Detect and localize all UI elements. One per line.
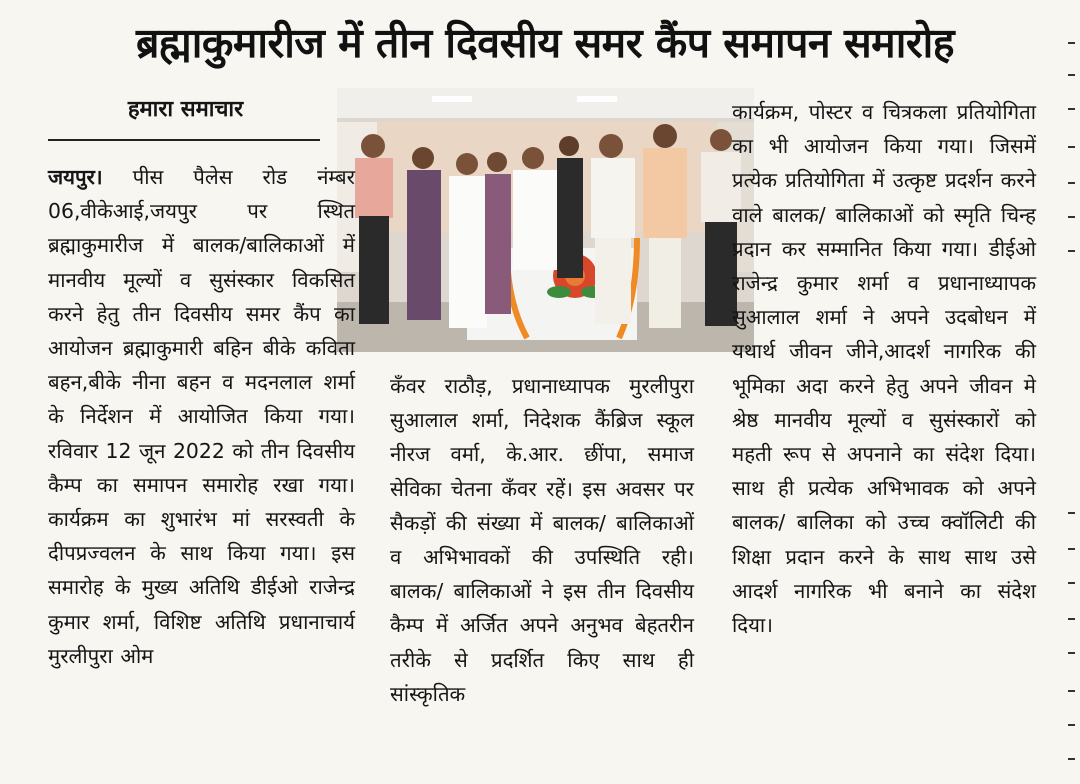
byline: हमारा समाचार <box>127 97 244 122</box>
article-column-3: कार्यक्रम, पोस्टर व चित्रकला प्रतियोगिता का भी आयोजन किया गया। जिसमें प्रत्येक प्रतियोगिता में उत्कृष्ट प्रदर्शन करने वाले बालक/ बालिकाओं को स्मृति चिन्ह प्रदान कर सम्मानित किया गया। डीईओ राजेन्द्र कुमार शर्मा व प्रधानाध्यापक सुआलाल शर्मा ने अपने उदबोधन में यथार्थ जीवन जीने,आदर्श नागरिक की भूमिका अदा करने हेतु अपने जीवन मे श्रेष्ठ मानवीय मूल्यों व सुसंस्कारों को महती रूप से अपनाने का संदेश दिया। साथ ही प्रत्येक अभिभावक को अपने बालक/ बालिका को उच्च क्वॉलिटी की शिक्षा प्रदान करने के साथ साथ उसे आदर्श नागरिक भी बनाने का संदेश दिया। <box>732 100 1036 638</box>
article-column-2: कँवर राठौड़, प्रधानाध्यापक मुरलीपुरा सुआलाल शर्मा, निदेशक कैंब्रिज स्कूल नीरज वर्मा, के.आर. छींपा, समाज सेविका चेतना कँवर रहें। इस अवसर पर सैकड़ों की संख्या में बालक/ बालिकाओं व अभिभावकों की उपस्थिति रही। बालक/ बालिकाओं ने इस तीन दिवसीय कैम्प में अर्जित अपने अनुभव बेहतरीन तरीके से प्रदर्शित किए साथ ही सांस्कृतिक <box>390 374 694 706</box>
article-column-1 <box>48 160 355 673</box>
dateline: जयपुर। <box>48 165 103 189</box>
byline-divider <box>48 139 320 141</box>
article-column-1-text: पीस पैलेस रोड नंम्बर 06,वीकेआई,जयपुर पर स्थित ब्रह्माकुमारीज में बालक/बालिकाओं में मानवीय मूल्यों व सुसंस्कार विकसित करने हेतु तीन दिवसीय समर कैंप का आयोजन ब्रह्माकुमारी बहिन बीके कविता बहन,बीके नीना बहन व मदनलाल शर्मा के निर्देशन में आयोजित किया गया। रविवार 12 जून 2022 को तीन दिवसीय कैम्प का समापन समारोह रखा गया। कार्यक्रम का शुभारंभ मां सरस्वती के दीपप्रज्वलन के साथ किया गया। इस समारोह के मुख्य अतिथि डीईओ राजेन्द्र कुमार शर्मा, विशिष्ट अतिथि प्रधानाचार्य मुरलीपुरा ओम <box>48 165 355 668</box>
headline: ब्रह्माकुमारीज में तीन दिवसीय समर कैंप समापन समारोह <box>136 19 954 67</box>
adjacent-article-edge <box>1062 0 1080 784</box>
event-photo <box>337 88 754 352</box>
